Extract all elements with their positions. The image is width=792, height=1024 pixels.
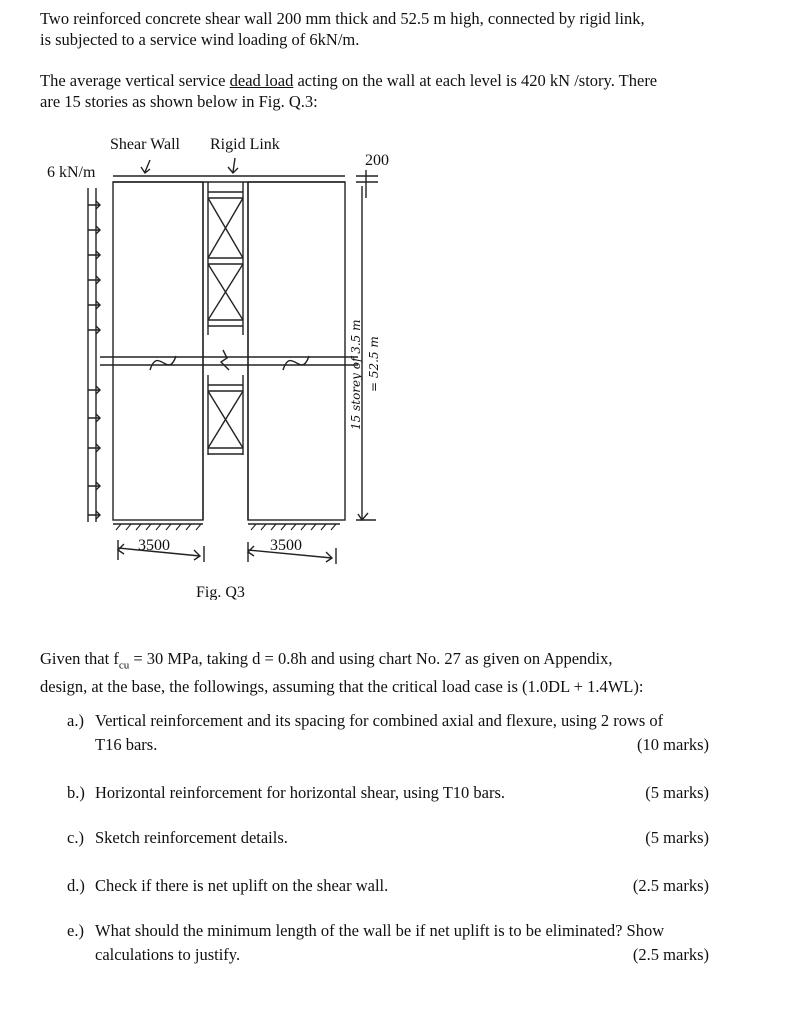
rigid-link-bracing (208, 192, 243, 454)
intro-paragraph (40, 8, 740, 50)
question-label: d.) (67, 876, 85, 895)
ground-hatching (116, 524, 336, 530)
question-text: Check if there is net uplift on the shear wall. (95, 876, 389, 895)
question-text: Vertical reinforcement and its spacing for combined axial and flexure, using 2 rows of (95, 711, 664, 730)
dead-load-paragraph (40, 70, 740, 112)
width-left-label: 3500 (138, 537, 170, 554)
figure-q3 (0, 130, 792, 600)
question-marks: (5 marks) (645, 783, 709, 802)
rigid-link-label: Rigid Link (210, 136, 280, 153)
height-note: = 52.5 m (367, 336, 381, 392)
question-marks: (10 marks) (637, 735, 709, 754)
question-marks: (5 marks) (645, 828, 709, 847)
rigid-link-arrow (228, 158, 238, 173)
question-text: What should the minimum length of the wall be if net uplift is to be eliminated? Show (95, 921, 665, 940)
question-label: e.) (67, 921, 84, 940)
wind-load-arrows (88, 201, 100, 519)
wind-load-label: 6 kN/m (47, 164, 96, 181)
given-line-2: design, at the base, the followings, assuming that the critical load case is (1.0DL + 1.4WL): (40, 677, 644, 697)
intro-line-1: Two reinforced concrete shear wall 200 mm thick and 52.5 m high, connected by rigid link, (40, 9, 645, 28)
given-text-post: = 30 MPa, taking d = 0.8h and using chart No. 27 as given on Appendix, (129, 649, 613, 668)
left-wall (113, 182, 203, 520)
given-text-pre: Given that f (40, 649, 119, 668)
storey-note: 15 storey of 3.5 m (349, 319, 363, 430)
load-text-post: acting on the wall at each level is 420 kN /story. There (293, 71, 658, 90)
question-label: c.) (67, 828, 84, 847)
load-text-underlined: dead load (229, 71, 294, 90)
break-symbol-right (283, 356, 309, 370)
question-text-2: calculations to justify. (95, 945, 241, 964)
question-text: Sketch reinforcement details. (95, 828, 288, 847)
width-right-label: 3500 (270, 537, 302, 554)
question-label: a.) (67, 711, 84, 730)
right-wall (248, 182, 345, 520)
question-text-2: T16 bars. (95, 735, 158, 754)
load-text-pre: The average vertical service (40, 71, 230, 90)
question-text: Horizontal reinforcement for horizontal shear, using T10 bars. (95, 783, 506, 802)
given-paragraph (40, 648, 740, 697)
shear-wall-label: Shear Wall (110, 136, 180, 153)
load-line-2: are 15 stories as shown below in Fig. Q.3: (40, 92, 318, 111)
thickness-label: 200 (365, 152, 389, 169)
shear-wall-arrow (141, 160, 150, 173)
break-symbol-left (150, 356, 176, 370)
question-marks: (2.5 marks) (632, 945, 709, 964)
question-marks: (2.5 marks) (632, 876, 709, 895)
figure-caption: Fig. Q3 (196, 584, 245, 600)
question-label: b.) (67, 783, 85, 802)
intro-line-2: is subjected to a service wind loading of 6kN/m. (40, 30, 360, 49)
given-subscript: cu (118, 659, 130, 672)
